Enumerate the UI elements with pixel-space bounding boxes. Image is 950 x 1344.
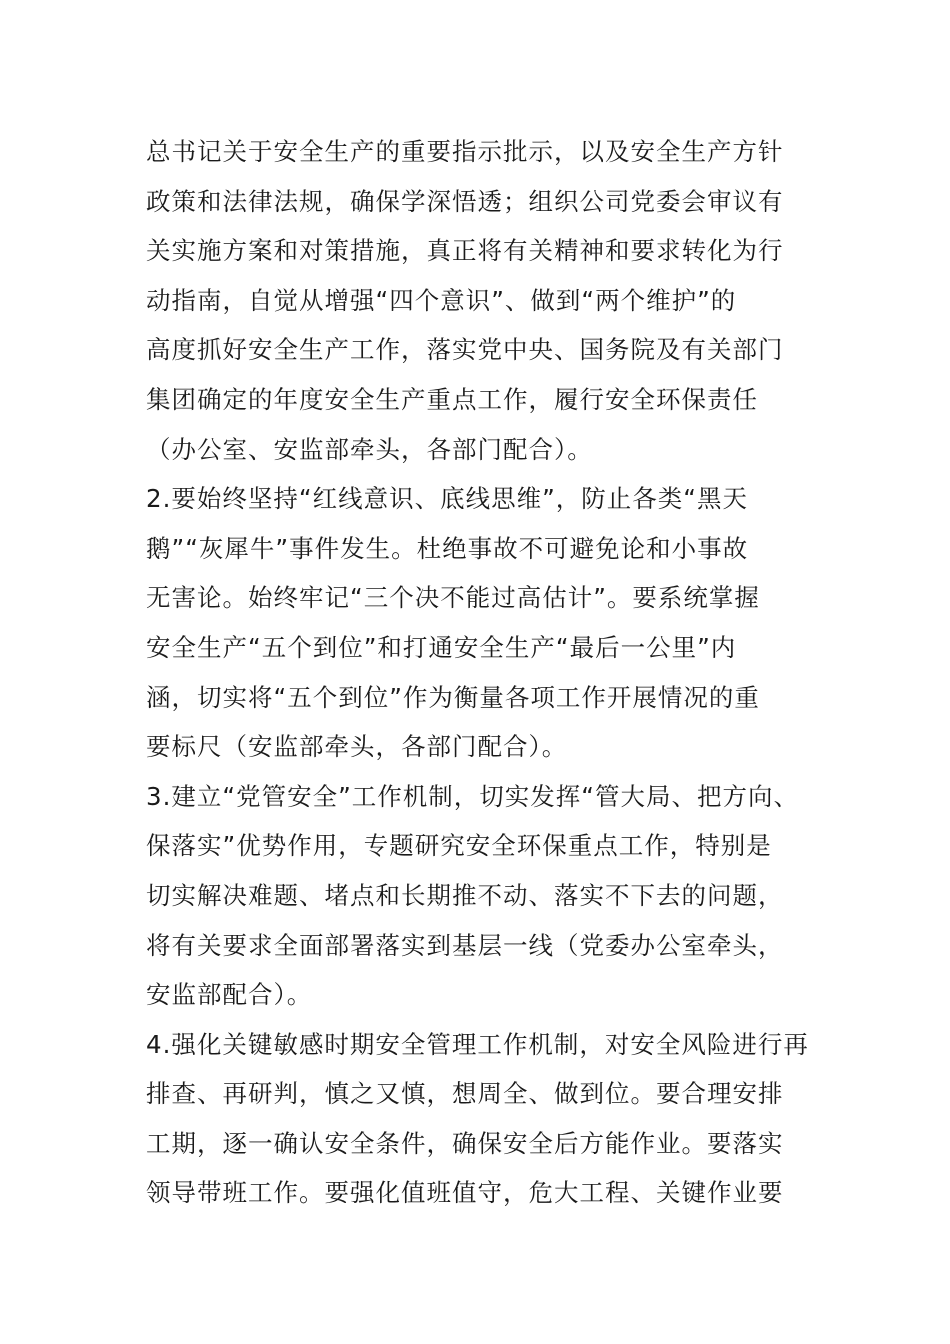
text-line: 保落实”优势作用，专题研究安全环保重点工作，特别是 — [146, 831, 772, 861]
text-line: 安全生产“五个到位”和打通安全生产“最后一公里”内 — [146, 632, 737, 662]
text-line: 要标尺（安监部牵头，各部门配合）。 — [146, 732, 568, 762]
item-4-line: 4.强化关键敏感时期安全管理工作机制，对安全风险进行再 — [146, 1029, 809, 1059]
text-line: 将有关要求全面部署落实到基层一线（党委办公室牵头， — [146, 930, 784, 960]
text-line: 高度抓好安全生产工作，落实党中央、国务院及有关部门 — [146, 335, 784, 365]
text-line: 切实解决难题、堵点和长期推不动、落实不下去的问题， — [146, 880, 784, 910]
text-line: 鹅”“灰犀牛”事件发生。杜绝事故不可避免论和小事故 — [146, 533, 749, 563]
text-line: 安监部配合）。 — [146, 980, 313, 1010]
text-line: 集团确定的年度安全生产重点工作，履行安全环保责任 — [146, 384, 758, 414]
item-3-line: 3.建立“党管安全”工作机制，切实发挥“管大局、把方向、 — [146, 781, 799, 811]
text-line: 领导带班工作。要强化值班值守，危大工程、关键作业要 — [146, 1178, 784, 1208]
text-line: 无害论。始终牢记“三个决不能过高估计”。要系统掌握 — [146, 583, 760, 613]
text-line: 涵，切实将“五个到位”作为衡量各项工作开展情况的重 — [146, 682, 760, 712]
text-line: （办公室、安监部牵头，各部门配合）。 — [146, 434, 593, 464]
body-text — [146, 127, 826, 1218]
text-line: 总书记关于安全生产的重要指示批示，以及安全生产方针 — [146, 137, 784, 166]
item-2-line: 2.要始终坚持“红线意识、底线思维”，防止各类“黑天 — [146, 484, 748, 514]
text-line: 关实施方案和对策措施，真正将有关精神和要求转化为行 — [146, 236, 784, 266]
text-line: 排查、再研判，慎之又慎，想周全、做到位。要合理安排 — [146, 1079, 784, 1109]
text-line: 政策和法律法规，确保学深悟透；组织公司党委会审议有 — [146, 186, 784, 216]
text-line: 动指南，自觉从增强“四个意识”、做到“两个维护”的 — [146, 285, 737, 315]
text-line: 工期，逐一确认安全条件，确保安全后方能作业。要落实 — [146, 1128, 784, 1158]
